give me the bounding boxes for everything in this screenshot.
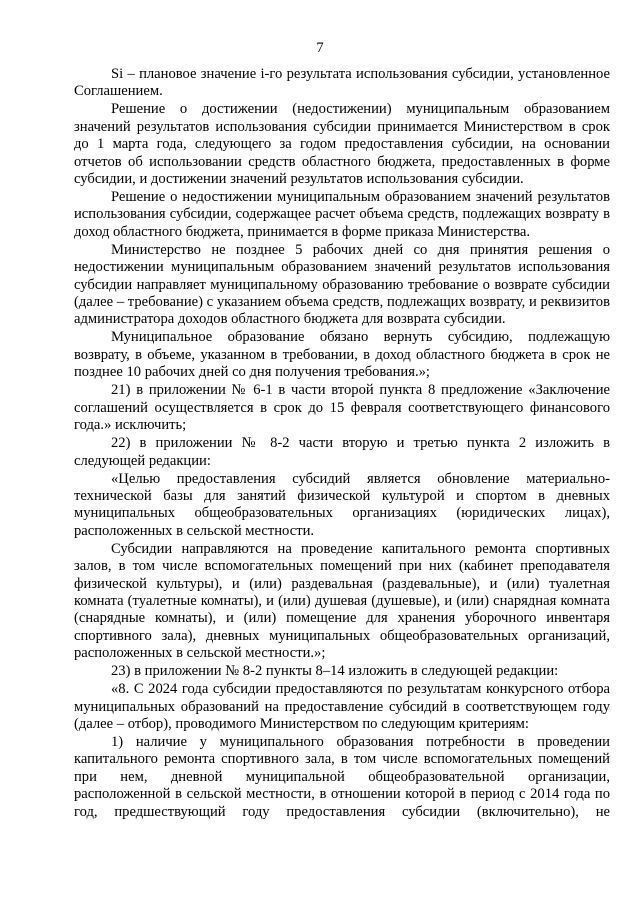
paragraph: Субсидии направляются на проведение капитального ремонта спортивных залов, в том числе вспомогательных помещений при них (кабинет преподавателя физической культуры), и (или) раздевальная (раздевальные), и (или) туалетная комната (туалетные комнаты), и (или) душевая (душевые), и (или) снарядная комната (снарядные комнаты), и (или) помещение для хранения уборочного инвентаря спортивного зала), дневных муниципальных общеобразовательных организаций, расположенных в сельской местности.»;: [74, 540, 610, 662]
page-number: 7: [316, 40, 324, 56]
paragraph: Решение о недостижении муниципальным образованием значений результатов использования субсидии, содержащее расчет объема средств, подлежащих возврату в доход областного бюджета, принимается в форме приказа Министерства.: [74, 189, 610, 240]
paragraph: Министерство не позднее 5 рабочих дней со дня принятия решения о недостижении муниципальным образованием значений результатов использования субсидии направляет муниципальному образованию требование о возврате субсидии (далее – требование) с указанием объема средств, подлежащих возврату, и реквизитов администратора доходов областного бюджета для возврата субсидии.: [74, 241, 610, 328]
paragraph: «8. С 2024 года субсидии предоставляются по результатам конкурсного отбора муниципальных образований на предоставление субсидий в соответствующем году (далее – отбор), проводимого Министерством по следующим критериям:: [74, 681, 610, 732]
paragraph: 1) наличие у муниципального образования потребности в проведении капитального ремонта спортивного зала, в том числе вспомогательных помещений при нем, дневной муниципальной общеобразовательной организации, расположенной в сельской местности, в отношении которой в период с 2014 года по год, предшествующий году предоставления субсидии (включительно), не: [74, 733, 610, 820]
paragraph: 23) в приложении № 8-2 пункты 8–14 изложить в следующей редакции:: [111, 663, 559, 680]
paragraph: Муниципальное образование обязано вернуть субсидию, подлежащую возврату, в объеме, указанном в требовании, в доход областного бюджета в срок не позднее 10 рабочих дней со дня получения требования.»;: [74, 329, 610, 381]
paragraph: 21) в приложении № 6-1 в части второй пункта 8 предложение «Заключение соглашений осуществляется в срок до 15 февраля соответствующего финансового года.» исключить;: [74, 382, 610, 434]
paragraph: «Целью предоставления субсидий является обновление материально-технической базы для занятий физической культурой и спортом в дневных муниципальных общеобразовательных организациях (юридических лицах), расположенных в сельской местности.: [74, 470, 610, 539]
paragraph: 22) в приложении № 8-2 части вторую и третью пункта 2 изложить в следующей редакции:: [74, 435, 610, 469]
paragraph: Решение о достижении (недостижении) муниципальным образованием значений результатов использования субсидии принимается Министерством в срок до 1 марта года, следующего за годом предоставления субсидии, на основании отчетов об использовании средств областного бюджета, предоставленных в форме субсидии, и достижении значений результатов использования субсидии.: [74, 101, 610, 188]
paragraph: Si – плановое значение i-го результата использования субсидии, установленное Соглашением.: [74, 66, 610, 100]
document-body: [74, 66, 610, 822]
